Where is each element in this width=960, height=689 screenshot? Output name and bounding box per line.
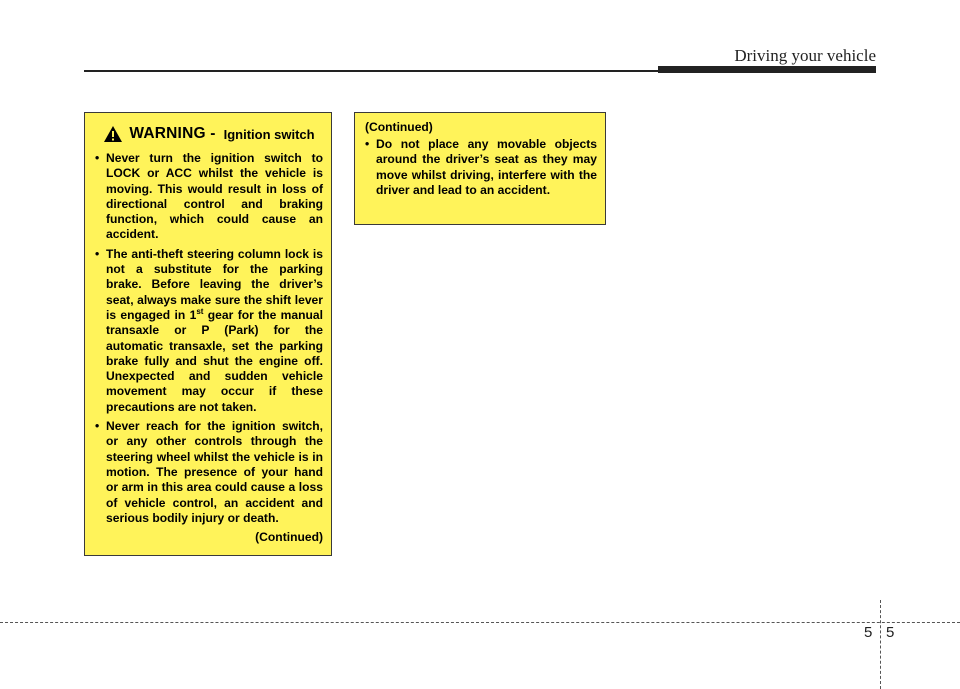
footer-divider (880, 600, 881, 689)
warning-header (95, 124, 323, 144)
warning-item: • Never turn the ignition switch to LOCK or ACC whilst the vehicle is moving. This would result in loss of directional control and braking function, which could cause an accident. (95, 151, 323, 243)
warning-subtitle: Ignition switch (223, 126, 315, 142)
header-rule (84, 70, 662, 72)
header-rule-thick (658, 66, 876, 73)
footer-dashed-line (0, 622, 960, 623)
chapter-number: 5 (864, 624, 873, 641)
page-number: 5 (886, 624, 895, 641)
warning-item: • Do not place any movable objects around the driver’s seat as they may move whilst driving, interfere with the driver and lead to an accident. (365, 137, 597, 198)
warning-list (95, 151, 323, 526)
warning-title: WARNING - (129, 125, 216, 142)
warning-item-text: gear for the manual transaxle or P (Park) for the automatic transaxle, set the parking brake fully and shut the engine off. Unexpected and sudden vehicle movement may occur if these precautions are not taken. (106, 307, 323, 414)
warning-triangle-icon (103, 125, 123, 143)
continued-list (365, 137, 597, 198)
continued-box (354, 112, 606, 225)
warning-item-text: The anti-theft steering column lock is not a substitute for the parking brake. Before leaving the driver’s seat, always make sure the shift lever is engaged in 1 (106, 246, 323, 322)
section-title: Driving your vehicle (734, 46, 876, 65)
warning-item (95, 247, 323, 415)
warning-box (84, 112, 332, 556)
continued-label: (Continued) (255, 530, 323, 545)
ordinal-suffix: st (196, 306, 204, 316)
warning-item: • Never reach for the ignition switch, or any other controls through the steering wheel whilst the vehicle is in motion. The presence of your hand or arm in this area could cause a loss of vehicle control, an accident and serious bodily injury or death. (95, 419, 323, 526)
continued-label: (Continued) (365, 120, 433, 134)
